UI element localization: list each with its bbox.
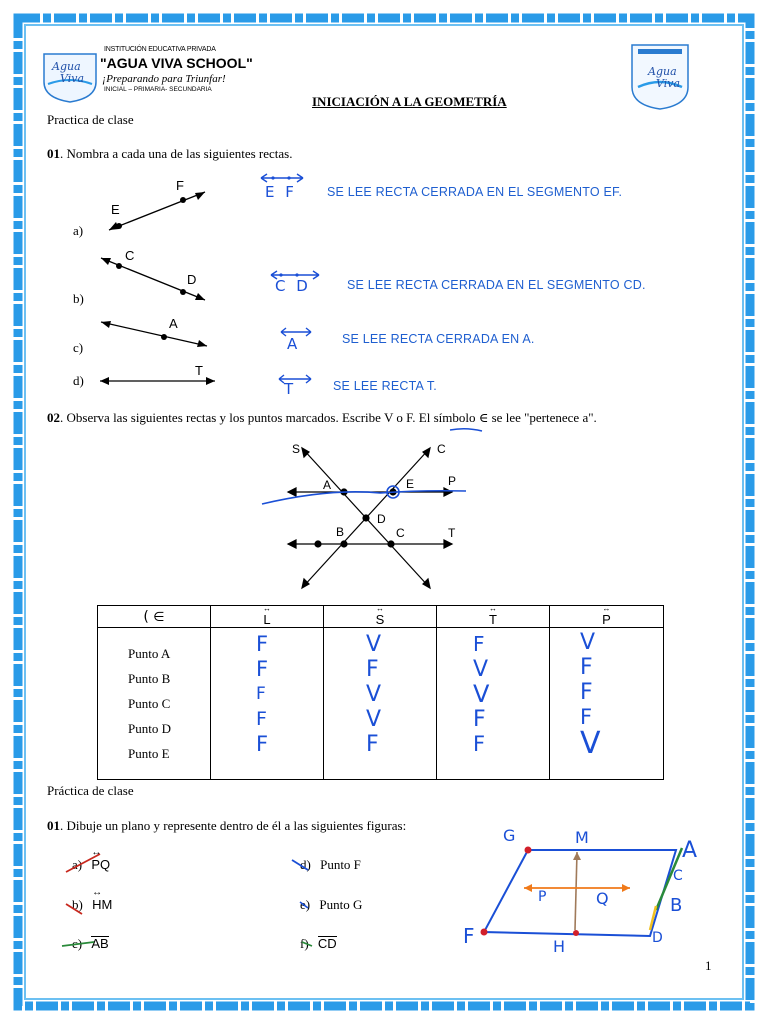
col-l-values bbox=[211, 628, 324, 780]
plane-label-c: C bbox=[673, 868, 683, 884]
school-name: "AGUA VIVA SCHOOL" bbox=[100, 55, 253, 71]
cell-a-l: F bbox=[256, 632, 269, 656]
school-levels: INICIAL – PRIMARIA- SECUNDARIA bbox=[104, 86, 212, 93]
q1-number: 01 bbox=[47, 146, 60, 161]
plane-label-q: Q bbox=[596, 889, 609, 908]
cell-b-s: F bbox=[366, 657, 379, 682]
line-t bbox=[100, 377, 215, 385]
cell-c-t: V bbox=[473, 680, 490, 708]
logo-right-text-viva: Viva bbox=[656, 77, 681, 90]
q3-check-marks bbox=[60, 847, 330, 960]
fig-label-s: S bbox=[292, 442, 301, 456]
logo-right-text-agua: Agua bbox=[648, 65, 677, 78]
q1-b-answer: SE LEE RECTA CERRADA EN EL SEGMENTO CD. bbox=[347, 278, 646, 292]
fig-label-b: B bbox=[336, 525, 345, 539]
point-label-t: T bbox=[195, 363, 203, 378]
row-label-d: Punto D bbox=[128, 721, 171, 736]
cell-d-l: F bbox=[256, 708, 267, 730]
q3-item-f-symbol: CD bbox=[317, 936, 337, 951]
section2-title: Práctica de clase bbox=[47, 783, 134, 798]
school-motto: ¡Preparando para Triunfar! bbox=[102, 73, 226, 85]
school-institution-line: INSTITUCIÓN EDUCATIVA PRIVADA bbox=[104, 46, 216, 53]
q3-number: 01 bbox=[47, 818, 60, 833]
q3-item-f-label: f) bbox=[300, 936, 309, 951]
line-a bbox=[101, 321, 207, 347]
cell-e-t: F bbox=[473, 732, 486, 756]
plane-label-a-top: A bbox=[682, 838, 698, 863]
cell-c-l: F bbox=[256, 684, 266, 704]
cell-a-s: V bbox=[366, 632, 382, 657]
fig-label-a: A bbox=[323, 478, 332, 492]
q3-item-e-label: e) bbox=[300, 897, 311, 912]
col-header-p: ↔ P bbox=[550, 606, 664, 628]
point-label-c: C bbox=[125, 248, 135, 263]
point-label-d: D bbox=[187, 272, 197, 287]
plane-label-g: G bbox=[503, 826, 516, 845]
cell-e-s: F bbox=[366, 732, 379, 757]
q1-d-answer: SE LEE RECTA T. bbox=[333, 379, 437, 393]
col-header-t: ↔ T bbox=[437, 606, 550, 628]
logo-text-viva: Viva bbox=[60, 72, 85, 85]
point-label-e: E bbox=[111, 202, 120, 217]
truth-table bbox=[97, 605, 664, 780]
fig-label-c-bottom: C bbox=[396, 526, 405, 540]
truth-table-header bbox=[98, 606, 664, 628]
table-corner: ( ∈ bbox=[98, 606, 211, 628]
q1-item-d-label: d) bbox=[73, 373, 84, 388]
q3-item-e-symbol: Punto G bbox=[319, 897, 363, 912]
col-s-values bbox=[324, 628, 437, 780]
q2-heading bbox=[47, 410, 597, 426]
q3-item-a-label: a) bbox=[72, 857, 83, 872]
row-label-b: Punto B bbox=[128, 671, 171, 686]
q1-item-b-label: b) bbox=[73, 291, 84, 306]
cell-c-p: F bbox=[580, 680, 593, 705]
q1-heading bbox=[47, 146, 292, 162]
table-row bbox=[98, 628, 664, 780]
col-p-values bbox=[550, 628, 664, 780]
q1-text: . Nombra a cada una de las siguientes rectas. bbox=[60, 146, 293, 161]
fig-label-t: T bbox=[448, 526, 456, 540]
school-logo-left bbox=[40, 48, 100, 104]
fig-label-e: E bbox=[406, 477, 415, 491]
point-label-a: A bbox=[169, 316, 178, 331]
fig-label-p: P bbox=[448, 474, 457, 488]
school-logo-right bbox=[630, 43, 690, 111]
row-label-e: Punto E bbox=[128, 746, 170, 761]
plane-label-p: P bbox=[538, 889, 547, 905]
q1-c-answer: SE LEE RECTA CERRADA EN A. bbox=[342, 332, 535, 346]
plane-label-b: B bbox=[670, 895, 683, 916]
col-p-label: P bbox=[602, 612, 611, 627]
row-labels-cell bbox=[98, 628, 211, 780]
cell-e-l: F bbox=[256, 732, 269, 756]
fig-label-c-top: C bbox=[437, 442, 446, 456]
section1-title: Practica de clase bbox=[47, 112, 134, 127]
cell-a-t: F bbox=[473, 632, 485, 656]
col-t-label: T bbox=[489, 612, 497, 627]
cell-c-s: V bbox=[366, 682, 382, 707]
cell-b-p: F bbox=[580, 655, 593, 680]
point-label-f: F bbox=[176, 178, 184, 193]
col-header-l: ↔ L bbox=[211, 606, 324, 628]
q1-item-c-label: c) bbox=[73, 340, 84, 355]
row-label-a: Punto A bbox=[128, 646, 171, 661]
plane-label-m: M bbox=[575, 828, 589, 847]
q3-item-b-symbol-wrap: ↔ HM bbox=[92, 887, 113, 912]
q1-a-symbol: E F bbox=[265, 183, 297, 201]
cell-a-p: V bbox=[580, 630, 596, 655]
q1-c-symbol: A bbox=[287, 335, 298, 353]
q3-item-b-symbol: HM bbox=[92, 897, 113, 912]
plane-label-f: F bbox=[463, 924, 475, 948]
q3-item-c-symbol: AB bbox=[91, 936, 109, 951]
page-number: 1 bbox=[705, 958, 712, 973]
col-t-values bbox=[437, 628, 550, 780]
q3-text: . Dibuje un plano y represente dentro de él a las siguientes figuras: bbox=[60, 818, 407, 833]
q1-d-symbol: T bbox=[284, 380, 294, 398]
q2-number: 02 bbox=[47, 410, 60, 425]
q3-item-c-label: c) bbox=[72, 936, 83, 951]
col-s-label: S bbox=[375, 612, 385, 627]
fig-label-d: D bbox=[377, 512, 386, 526]
cell-e-p: V bbox=[580, 726, 601, 761]
cell-d-p: F bbox=[580, 705, 593, 729]
logo-text-agua: Agua bbox=[52, 60, 81, 73]
cell-d-s: V bbox=[366, 707, 382, 732]
line-ef bbox=[109, 192, 205, 230]
q3-heading bbox=[47, 818, 406, 834]
cell-d-t: F bbox=[473, 707, 486, 732]
q2-underline-mark bbox=[448, 426, 484, 434]
table-corner-symbol: ∈ bbox=[153, 608, 165, 624]
plane-label-h: H bbox=[553, 937, 566, 956]
q3-item-a-symbol-wrap: ↔ PQ bbox=[91, 847, 111, 872]
q2-text: . Observa las siguientes rectas y los puntos marcados. Escribe V o F. El símbolo ∈ se lee "pertenece a". bbox=[60, 410, 597, 425]
q1-item-a-label: a) bbox=[73, 223, 84, 238]
plane-label-d: D bbox=[652, 930, 663, 946]
col-header-s: ↔ S bbox=[324, 606, 437, 628]
cell-b-t: V bbox=[473, 657, 489, 682]
row-label-c: Punto C bbox=[128, 696, 171, 711]
col-l-label: L bbox=[263, 612, 271, 627]
q3-item-d-label: d) bbox=[300, 857, 311, 872]
page-title: INICIACIÓN A LA GEOMETRÍA bbox=[312, 94, 507, 109]
q1-b-symbol: C D bbox=[275, 277, 311, 295]
q3-item-b-label: b) bbox=[72, 897, 83, 912]
q2-lines-figure bbox=[260, 440, 480, 595]
q3-item-d-symbol: Punto F bbox=[320, 857, 361, 872]
q1-a-answer: SE LEE RECTA CERRADA EN EL SEGMENTO EF. bbox=[327, 185, 623, 199]
cell-b-l: F bbox=[256, 657, 269, 681]
q3-item-a-symbol: PQ bbox=[91, 857, 111, 872]
